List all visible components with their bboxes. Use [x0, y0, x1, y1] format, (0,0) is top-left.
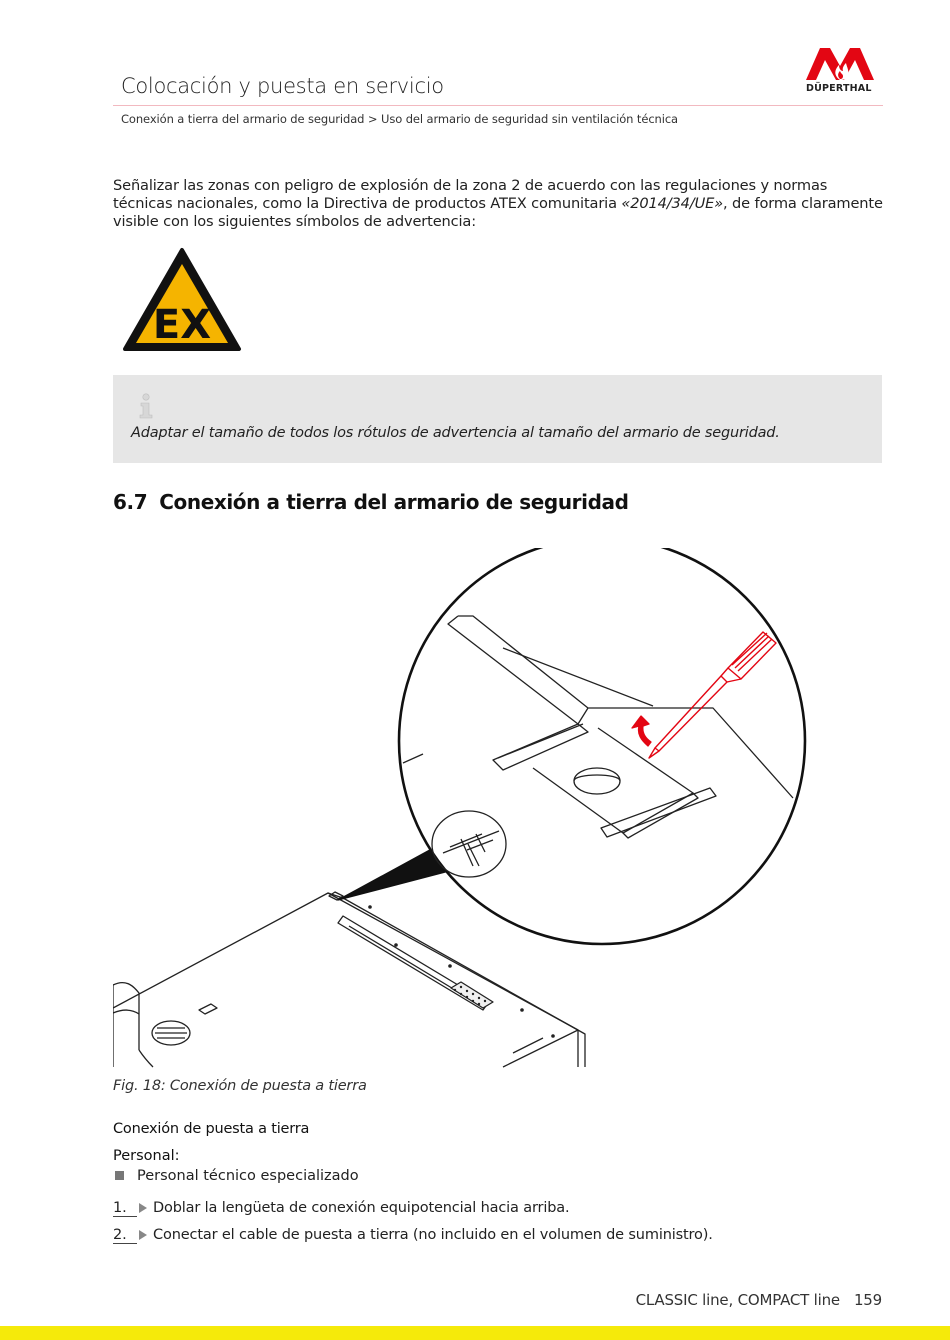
logo-wordmark: DÜPERTHAL [806, 83, 872, 94]
grounding-figure [113, 548, 813, 1070]
breadcrumb: Conexión a tierra del armario de seguridad > Uso del armario de seguridad sin ventilación técnica [121, 112, 678, 126]
step-number: 2. [113, 1227, 137, 1244]
personnel-item-text: Personal técnico especializado [137, 1168, 359, 1184]
procedure-step [113, 1200, 570, 1217]
detail-magnifier [399, 548, 805, 944]
step-text: Doblar la lengüeta de conexión equipotencial hacia arriba. [153, 1200, 570, 1216]
info-note-box [113, 375, 882, 463]
procedure-title: Conexión de puesta a tierra [113, 1121, 310, 1137]
step-text: Conectar el cable de puesta a tierra (no incluido en el volumen de suministro). [153, 1227, 713, 1243]
header-divider [113, 105, 883, 106]
procedure-step [113, 1227, 713, 1244]
page-footer [636, 1291, 882, 1309]
page-title: Colocación y puesta en servicio [121, 74, 444, 98]
section-number: 6.7 [113, 490, 148, 514]
directive-reference: «2014/34/UE» [621, 195, 724, 212]
section-title: Conexión a tierra del armario de seguridad [159, 490, 629, 514]
page-number: 159 [853, 1291, 882, 1309]
product-line: CLASSIC line, COMPACT line [635, 1291, 840, 1309]
footer-color-bar [0, 1326, 950, 1340]
personnel-label: Personal: [113, 1148, 180, 1164]
info-icon [137, 393, 155, 419]
ex-warning-triangle-icon [122, 247, 242, 353]
personnel-list-item [113, 1168, 359, 1184]
intro-text-start: Señalizar las zonas con peligro de explosión de la zona 2 de acuerdo con las regulaciones y normas técnicas nacionales, como la Directiva de productos ATEX comunitaria [113, 177, 828, 212]
note-text: Adaptar el tamaño de todos los rótulos de advertencia al tamaño del armario de seguridad. [131, 425, 780, 441]
intro-paragraph [113, 177, 883, 231]
section-heading [113, 490, 629, 514]
square-bullet-icon [115, 1171, 124, 1180]
intro-text-end: , de forma claramente visible con los siguientes símbolos de advertencia: [113, 195, 883, 230]
step-number: 1. [113, 1200, 137, 1217]
figure-caption: Fig. 18: Conexión de puesta a tierra [113, 1078, 367, 1094]
step-arrow-icon [139, 1203, 147, 1213]
step-arrow-icon [139, 1230, 147, 1240]
ex-sign-label: EX [152, 302, 212, 348]
